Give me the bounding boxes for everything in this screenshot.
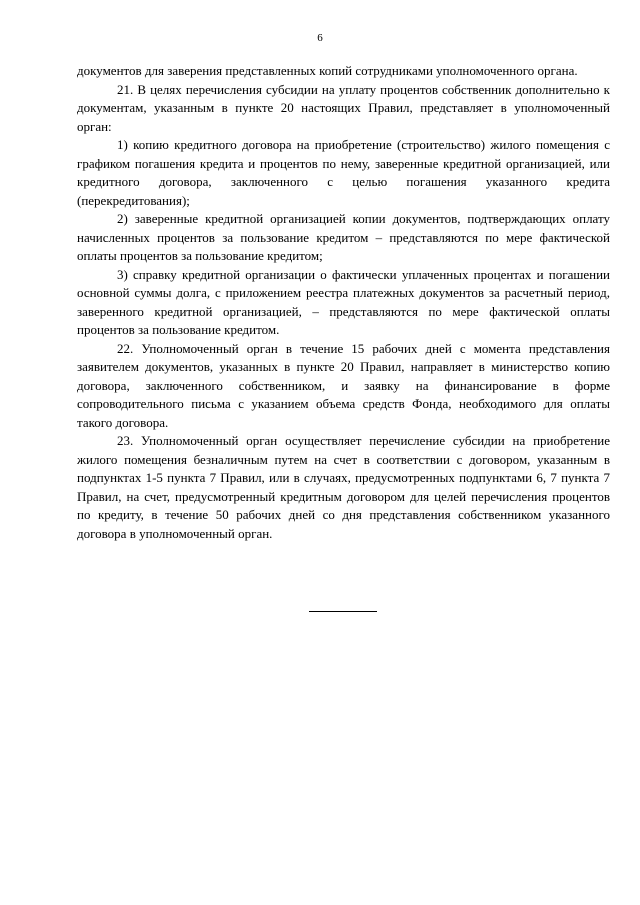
paragraph-23: 23. Уполномоченный орган осуществляет перечисление субсидии на приобретение жилого помещения безналичным путем на счет в соответствии с договором, указанным в подпунктах 1-5 пункта 7 Правил, или в случаях, предусмотренных подпунктами 6, 7 пункта 7 Правил, на счет, предусмотренный кредитным договором для целей перечисления процентов по кредиту, в течение 50 рабочих дней со дня представления собственником указанного договора в уполномоченный орган.	[77, 433, 610, 541]
paragraph-21: 21. В целях перечисления субсидии на уплату процентов собственник дополнительно к документам, указанным в пункте 20 настоящих Правил, представляет в уполномоченный орган:	[77, 81, 610, 134]
paragraph-21-item-3: 3) справку кредитной организации о фактически уплаченных процентах и погашении основной суммы долга, с приложением реестра платежных документов за расчетный период, заверенного кредитной организацией, – представляются по мере фактической оплаты процентов за пользование кредитом.	[77, 266, 610, 337]
paragraph-21-item-2: 2) заверенные кредитной организацией копии документов, подтверждающих оплату начисленных процентов за пользование кредитом – представляются по мере фактической оплаты процентов за пользование кредитом;	[77, 211, 610, 263]
end-separator-line	[309, 611, 377, 612]
page-number: 6	[317, 32, 323, 44]
document-body	[77, 62, 610, 543]
paragraph-continuation: документов для заверения представленных копий сотрудниками уполномоченного органа.	[77, 63, 578, 78]
paragraph-22: 22. Уполномоченный орган в течение 15 рабочих дней с момента представления заявителем документов, указанных в пункте 20 Правил, направляет в министерство копию договора, заключенного собственником, и заявку на финансирование в форме сопроводительного письма с указанием объема средств Фонда, необходимого для оплаты такого договора.	[77, 340, 610, 430]
paragraph-21-item-1: 1) копию кредитного договора на приобретение (строительство) жилого помещения с графиком погашения кредита и процентов по нему, заверенные кредитной организацией, или кредитного договора, заключенного с целью погашения указанного кредита (перекредитования);	[77, 137, 610, 208]
